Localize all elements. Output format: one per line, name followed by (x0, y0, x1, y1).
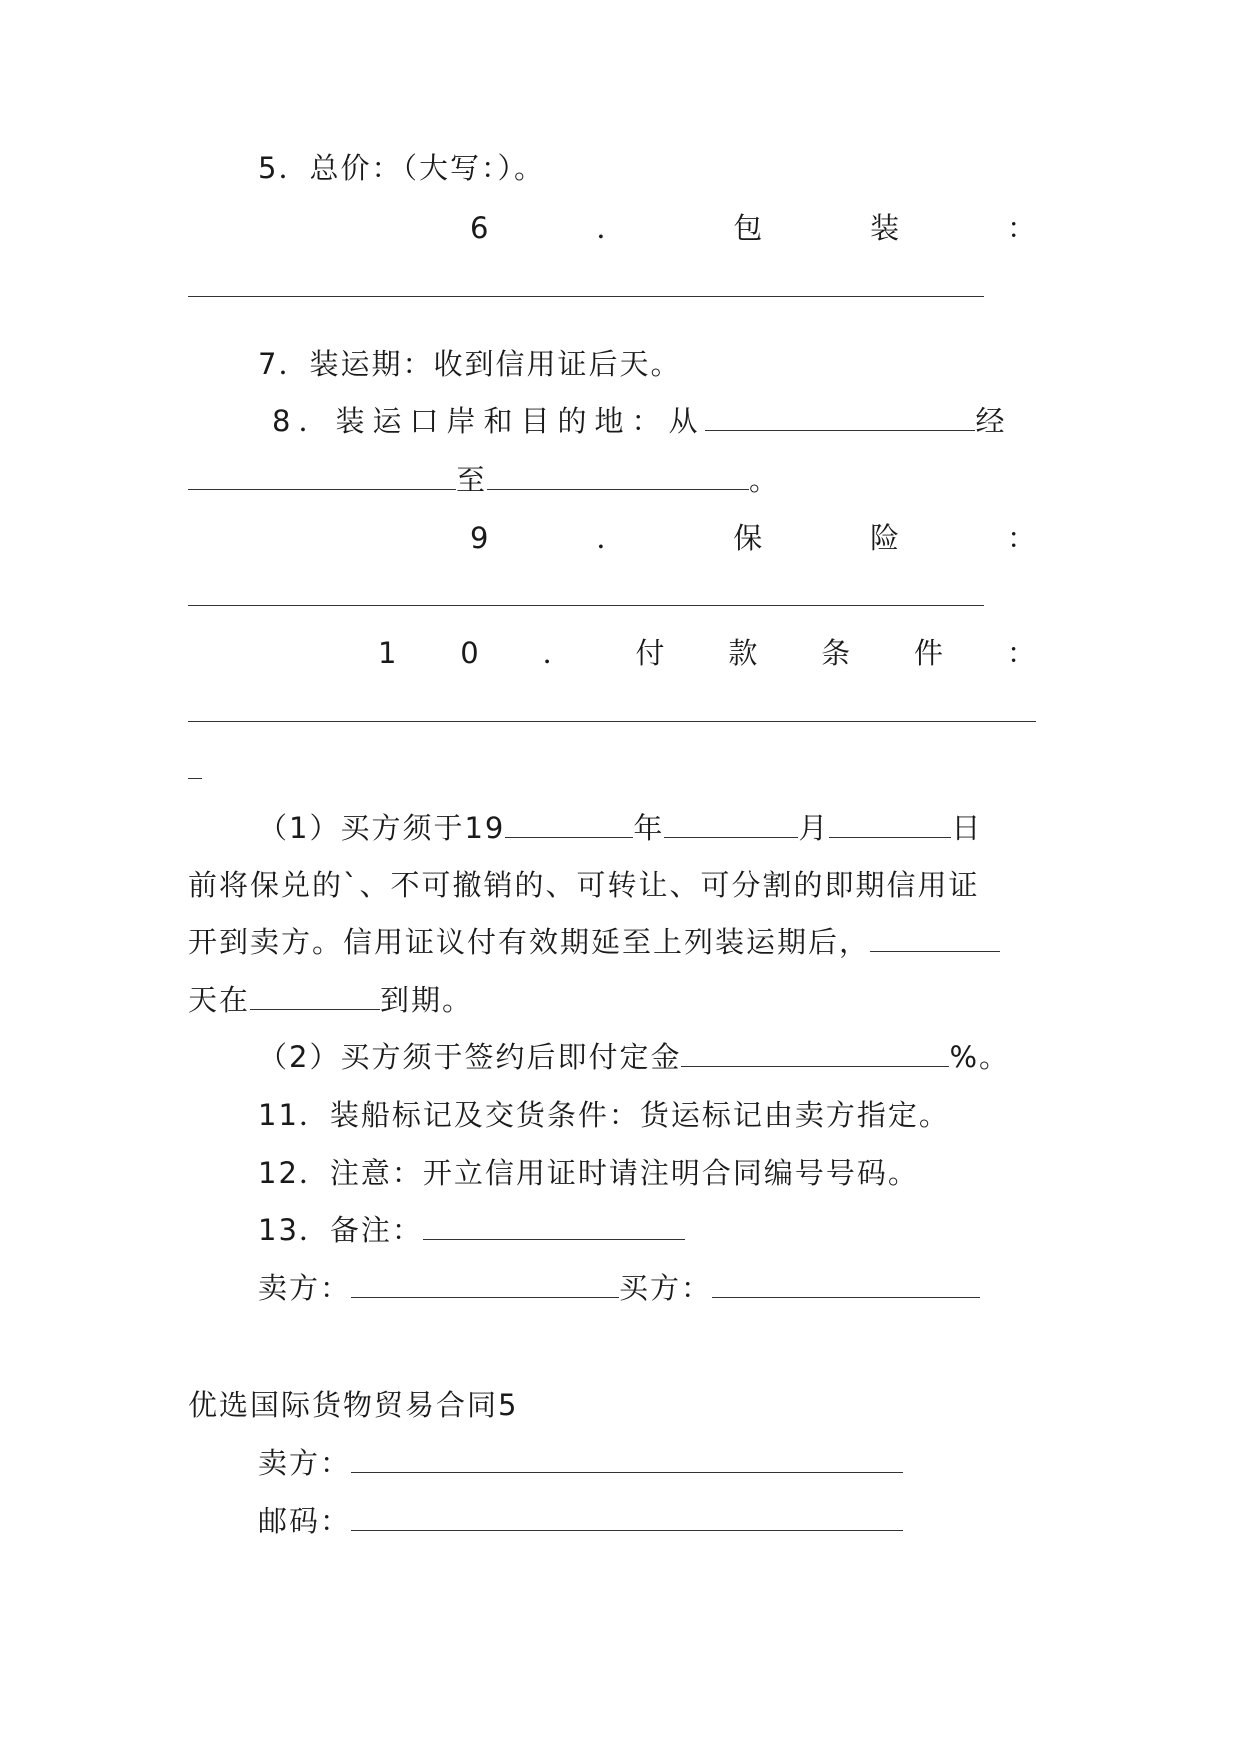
item-9-fill-line (188, 605, 984, 606)
item-10-char: 1 (378, 636, 397, 670)
item-10-char: ： (1006, 636, 1036, 670)
item-10-payment-terms (378, 633, 1036, 673)
item-6-char: ： (1006, 211, 1036, 245)
via-port-blank (188, 463, 456, 490)
clause-1-days-label: 天在 (188, 983, 251, 1017)
item-7-shipment-period: 7．装运期：收到信用证后天。 (258, 347, 682, 381)
item-10-char: 款 (728, 636, 758, 670)
payment-clause-1-line4 (188, 980, 473, 1020)
item-11-marks: 11．装船标记及交货条件：货运标记由卖方指定。 (258, 1098, 950, 1132)
percent-label: %。 (949, 1040, 1011, 1074)
payment-clause-1-line2: 前将保兑的`、不可撤销的、可转让、可分割的即期信用证 (188, 868, 980, 902)
item-9-char: ： (1006, 521, 1036, 555)
item-9-insurance (470, 518, 1036, 558)
buyer-label: 买方： (619, 1271, 713, 1305)
item-6-fill-line (188, 296, 984, 297)
seller-label: 卖方： (258, 1271, 352, 1305)
item-9-char: 保 (733, 521, 763, 555)
month-label: 月 (798, 811, 830, 845)
seller-field (258, 1443, 903, 1483)
item-8-end: 。 (749, 463, 781, 497)
year-blank (505, 811, 633, 838)
day-blank (829, 811, 951, 838)
item-9-char: ． (596, 521, 626, 555)
item-10-fill-line-end (188, 778, 202, 779)
clause-1-intro: （1）买方须于19 (258, 811, 506, 845)
month-blank (664, 811, 798, 838)
payment-clause-2 (258, 1037, 1010, 1077)
from-port-blank (705, 404, 975, 431)
item-6-char: 6 (470, 211, 489, 245)
clause-2-text: （2）买方须于签约后即付定金 (258, 1040, 682, 1074)
item-10-char: 0 (460, 636, 479, 670)
seller-label-2: 卖方： (258, 1446, 352, 1480)
item-10-fill-line (188, 721, 1036, 722)
expiry-place-blank (250, 983, 380, 1010)
item-6-char: 装 (870, 211, 900, 245)
item-13-remarks (258, 1210, 685, 1250)
item-9-char: 9 (470, 521, 489, 555)
signature-line (258, 1268, 980, 1308)
item-8-ports-cont (188, 460, 780, 500)
seller-blank (351, 1271, 619, 1298)
deposit-blank (681, 1040, 949, 1067)
postcode-field (258, 1501, 903, 1541)
remarks-blank (423, 1213, 685, 1240)
item-8-to: 至 (456, 463, 488, 497)
section-title: 优选国际货物贸易合同5 (188, 1388, 519, 1422)
remarks-label: 13．备注： (258, 1213, 423, 1247)
item-8-ports (272, 401, 1012, 441)
item-10-char: 条 (821, 636, 851, 670)
year-label: 年 (633, 811, 665, 845)
item-8-label: 8．装运口岸和目的地：从 (272, 404, 706, 438)
day-label: 日 (951, 811, 983, 845)
days-blank (870, 925, 1000, 952)
seller-name-blank (351, 1446, 903, 1473)
item-10-char: 付 (635, 636, 665, 670)
payment-clause-1 (258, 808, 982, 848)
item-10-char: ． (542, 636, 572, 670)
buyer-blank (712, 1271, 980, 1298)
item-6-char: 包 (733, 211, 763, 245)
item-5-total-price: 5．总价：（大写：）。 (258, 151, 545, 185)
payment-clause-1-line3 (188, 922, 1000, 962)
clause-1-expiry: 到期。 (380, 983, 474, 1017)
item-12-note: 12．注意：开立信用证时请注明合同编号号码。 (258, 1156, 919, 1190)
item-6-packing (470, 208, 1036, 248)
clause-1-text: 开到卖方。信用证议付有效期延至上列装运期后， (188, 925, 871, 959)
postcode-blank (351, 1504, 903, 1531)
item-9-char: 险 (870, 521, 900, 555)
item-6-char: ． (596, 211, 626, 245)
destination-blank (487, 463, 749, 490)
postcode-label: 邮码： (258, 1504, 352, 1538)
item-10-char: 件 (914, 636, 944, 670)
item-8-via: 经 (975, 404, 1013, 438)
